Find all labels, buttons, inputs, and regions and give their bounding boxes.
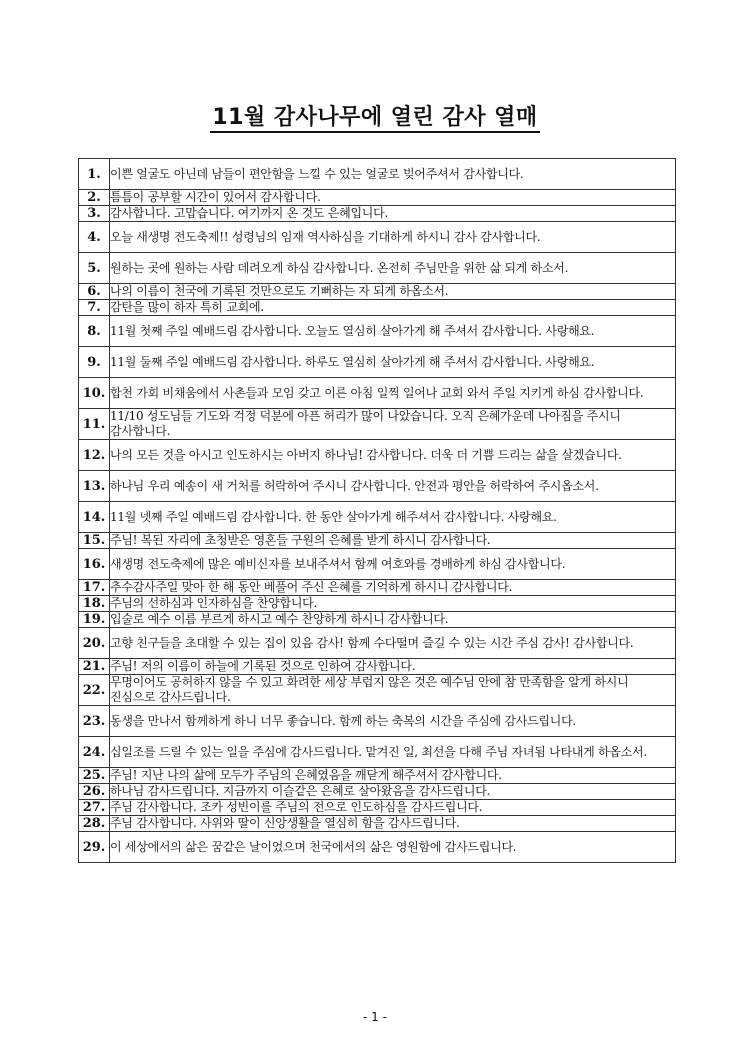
gratitude-row [79,222,676,253]
gratitude-row [79,706,676,737]
gratitude-row [79,284,676,300]
gratitude-row [79,549,676,580]
row-text: 오늘 새생명 전도축제!! 성령님의 임재 역사하심을 기대하게 하시니 감사 감사합니다. [110,222,676,253]
row-number: 12. [79,440,110,471]
row-number: 24. [79,737,110,768]
row-number: 11. [79,409,110,440]
gratitude-row [79,580,676,596]
row-number: 14. [79,502,110,533]
gratitude-row [79,832,676,863]
gratitude-row [79,533,676,549]
gratitude-row [79,784,676,800]
row-number: 13. [79,471,110,502]
gratitude-row [79,190,676,206]
gratitude-row [79,471,676,502]
row-text: 11/10 성도님들 기도와 걱정 덕분에 아픈 허리가 많이 나았습니다. 오직 은혜가운데 나아짐을 주시니 감사합니다. [110,409,676,440]
row-number: 29. [79,832,110,863]
row-text: 합천 가회 비채움에서 사촌들과 모임 갖고 이른 아침 일찍 일어나 교회 와서 주일 지키게 하심 감사합니다. [110,378,676,409]
row-text: 주님! 지난 나의 삶에 모두가 주님의 은혜였음을 깨닫게 해주셔서 감사합니다. [110,768,676,784]
row-text: 동생을 만나서 함께하게 하니 너무 좋습니다. 함께 하는 축복의 시간을 주심에 감사드립니다. [110,706,676,737]
row-text: 틈틈이 공부할 시간이 있어서 감사합니다. [110,190,676,206]
row-number: 8. [79,316,110,347]
row-text: 십일조를 드릴 수 있는 일을 주심에 감사드립니다. 맡겨진 일, 최선을 다해 주님 자녀됨 나타내게 하옵소서. [110,737,676,768]
gratitude-row [79,253,676,284]
row-text: 입술로 예수 이름 부르게 하시고 예수 찬양하게 하시니 감사합니다. [110,612,676,628]
gratitude-row [79,816,676,832]
row-number: 9. [79,347,110,378]
row-number: 21. [79,659,110,675]
row-number: 4. [79,222,110,253]
row-number: 28. [79,816,110,832]
row-number: 5. [79,253,110,284]
row-text: 11월 둘째 주일 예배드림 감사합니다. 하루도 열심히 살아가게 해 주셔서 감사합니다. 사랑해요. [110,347,676,378]
row-text: 고향 친구들을 초대할 수 있는 집이 있음 감사! 함께 수다떨며 즐길 수 있는 시간 주심 감사! 감사합니다. [110,628,676,659]
row-text: 이 세상에서의 삶은 꿈같은 날이었으며 천국에서의 삶은 영원함에 감사드립니다. [110,832,676,863]
row-number: 17. [79,580,110,596]
row-text: 나의 이름이 천국에 기록된 것만으로도 기뻐하는 자 되게 하옵소서. [110,284,676,300]
document-title [0,100,750,131]
gratitude-row [79,206,676,222]
row-number: 1. [79,159,110,190]
document-title-text: 11월 감사나무에 열린 감사 열매 [210,105,539,133]
row-number: 18. [79,596,110,612]
gratitude-row [79,596,676,612]
row-number: 25. [79,768,110,784]
page-number: - 1 - [363,1010,387,1024]
row-text: 하나님 감사드립니다. 지금까지 이슬같은 은혜로 살아왔음을 감사드립니다. [110,784,676,800]
row-text: 원하는 곳에 원하는 사람 데려오게 하심 감사합니다. 온전히 주님만을 위한 삶 되게 하소서. [110,253,676,284]
row-number: 16. [79,549,110,580]
row-number: 6. [79,284,110,300]
row-number: 3. [79,206,110,222]
gratitude-table-body [79,159,676,863]
row-text: 11월 넷째 주일 예배드림 감사합니다. 한 동안 살아가게 해주셔서 감사합니다. 사랑해요. [110,502,676,533]
row-text: 감탄을 많이 하자 특히 교회에. [110,300,676,316]
gratitude-row [79,768,676,784]
gratitude-row [79,659,676,675]
gratitude-row [79,378,676,409]
row-text: 주님! 복된 자리에 초청받은 영혼들 구원의 은혜를 받게 하시니 감사합니다. [110,533,676,549]
gratitude-row [79,159,676,190]
row-text: 주님 감사합니다. 조카 성빈이를 주님의 전으로 인도하심을 감사드립니다. [110,800,676,816]
row-number: 22. [79,675,110,706]
row-text: 하나님 우리 예송이 새 거처를 허락하여 주시니 감사합니다. 안전과 평안을 허락하여 주시옵소서. [110,471,676,502]
row-text: 새생명 전도축제에 많은 예비신자를 보내주셔서 함께 여호와를 경배하게 하심 감사합니다. [110,549,676,580]
row-text: 추수감사주일 맞아 한 해 동안 베풀어 주신 은혜를 기억하게 하시니 감사합니다. [110,580,676,596]
gratitude-row [79,316,676,347]
row-number: 2. [79,190,110,206]
gratitude-table [78,158,676,863]
gratitude-row [79,612,676,628]
gratitude-row [79,300,676,316]
gratitude-row [79,737,676,768]
row-text: 감사합니다. 고맙습니다. 여기까지 온 것도 은혜입니다. [110,206,676,222]
row-text: 이쁜 얼굴도 아닌데 남들이 편안함을 느낄 수 있는 얼굴로 빚어주셔서 감사합니다. [110,159,676,190]
row-text: 주님의 선하심과 인자하심을 찬양합니다. [110,596,676,612]
gratitude-row [79,800,676,816]
row-number: 26. [79,784,110,800]
gratitude-row [79,440,676,471]
row-number: 23. [79,706,110,737]
gratitude-row [79,409,676,440]
row-number: 19. [79,612,110,628]
row-text: 11월 첫째 주일 예배드림 감사합니다. 오늘도 열심히 살아가게 해 주셔서 감사합니다. 사랑해요. [110,316,676,347]
row-text: 주님! 저의 이름이 하늘에 기록된 것으로 인하여 감사합니다. [110,659,676,675]
row-text: 주님 감사합니다. 사위와 딸이 신앙생활을 열심히 함을 감사드립니다. [110,816,676,832]
row-number: 27. [79,800,110,816]
gratitude-row [79,675,676,706]
row-text: 나의 모든 것을 아시고 인도하시는 아버지 하나님! 감사합니다. 더욱 더 기쁨 드리는 삶을 살겠습니다. [110,440,676,471]
gratitude-row [79,502,676,533]
row-text: 무명이어도 공허하지 않을 수 있고 화려한 세상 부럽지 않은 것은 예수님 안에 참 만족함을 알게 하시니 진심으로 감사드립니다. [110,675,676,706]
row-number: 7. [79,300,110,316]
gratitude-row [79,628,676,659]
row-number: 10. [79,378,110,409]
row-number: 15. [79,533,110,549]
gratitude-row [79,347,676,378]
row-number: 20. [79,628,110,659]
